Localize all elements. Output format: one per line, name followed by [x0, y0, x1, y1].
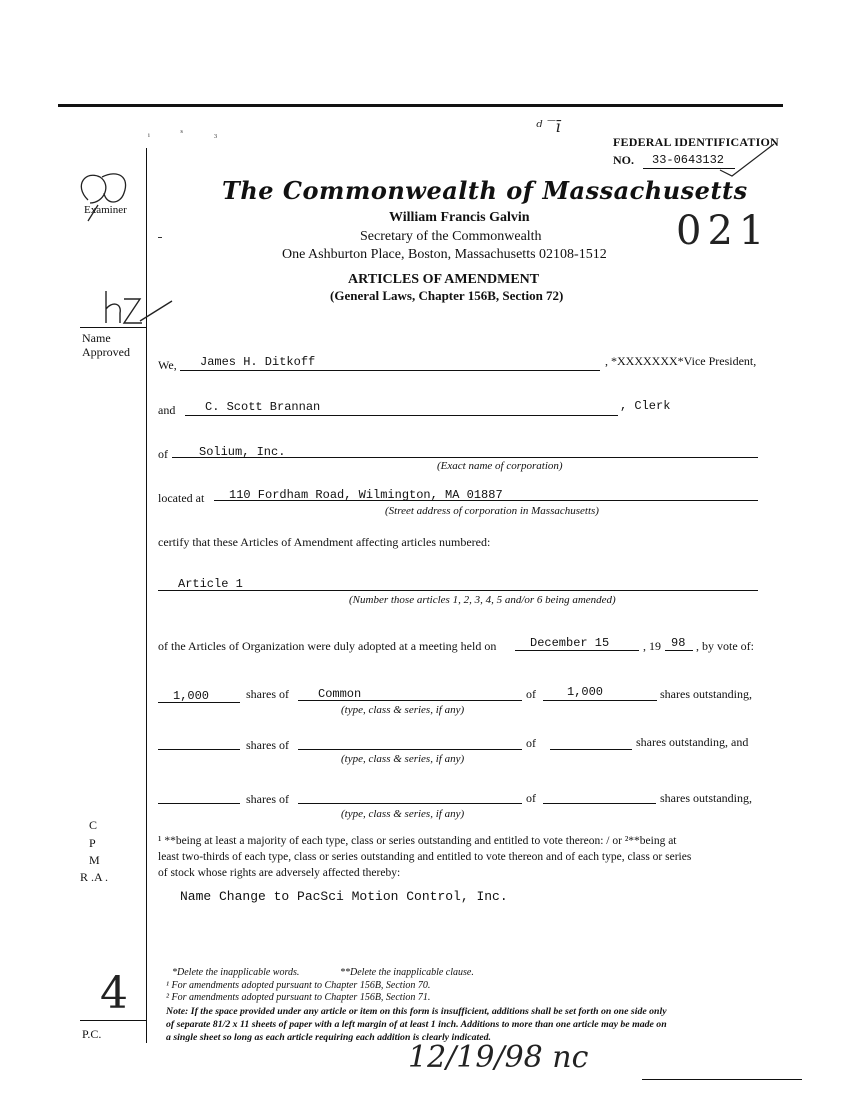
- majority-text-line3: of stock whose rights are adversely affected thereby:: [158, 867, 401, 879]
- by-vote-text: , by vote of:: [696, 639, 754, 653]
- footnote-note-line2: of separate 81/2 x 11 sheets of paper with a left margin of at least 1 inch. Additions to more than one article may be made on: [166, 1019, 667, 1030]
- officer1-title: , *XXXXXXX*Vice President,: [605, 354, 757, 368]
- corporation-name: Solium, Inc.: [199, 445, 286, 459]
- bottom-rule: [642, 1079, 802, 1080]
- document-title: ARTICLES OF AMENDMENT: [348, 272, 540, 287]
- approved-label: Approved: [82, 345, 130, 359]
- stray-marks: ᵢ ˢ ₃: [148, 127, 232, 139]
- secretary-name: William Francis Galvin: [389, 210, 530, 225]
- row2-suffix: shares outstanding, and: [636, 735, 749, 749]
- name-label: Name: [82, 331, 111, 345]
- officer1-name: James H. Ditkoff: [200, 355, 316, 369]
- corporation-line: [172, 457, 758, 458]
- amendment-text: Name Change to PacSci Motion Control, Inc.: [180, 889, 508, 904]
- pc-rule: [80, 1020, 146, 1021]
- fed-id-checkmark: [718, 140, 778, 180]
- articles-numbered: Article 1: [178, 577, 243, 591]
- row1-outstanding: 1,000: [567, 685, 604, 699]
- row1-shares-line: [158, 702, 240, 703]
- corporation-address: 110 Fordham Road, Wilmington, MA 01887: [229, 488, 503, 502]
- officer1-line: [180, 370, 600, 371]
- meeting-date-line: [515, 650, 639, 651]
- margin-letter-ra: R .A .: [80, 870, 109, 884]
- row1-suffix: shares outstanding,: [660, 687, 752, 701]
- pc-number: 4: [100, 968, 128, 1019]
- row1-outstanding-line: [543, 700, 657, 701]
- year-prefix: , 19: [643, 639, 661, 653]
- row2-type-line: [298, 749, 522, 750]
- fed-id-number: 33-0643132: [652, 153, 725, 167]
- secretary-address: One Ashburton Place, Boston, Massachusetts 02108-1512: [282, 247, 607, 262]
- footnote-delete-clause: **Delete the inapplicable clause.: [340, 967, 474, 978]
- row1-type-line: [298, 700, 522, 701]
- fed-id-label: FEDERAL IDENTIFICATION: [613, 135, 779, 149]
- name-approved-mark: [96, 285, 176, 330]
- footnote-section-71: ² For amendments adopted pursuant to Chapter 156B, Section 71.: [166, 992, 431, 1003]
- row1-shares-label: shares of: [246, 687, 289, 701]
- footnote-section-70: ¹ For amendments adopted pursuant to Chapter 156B, Section 70.: [166, 980, 431, 991]
- footnote-note-line3: a single sheet so long as each article requiring each addition is clearly indicated.: [166, 1032, 491, 1043]
- pc-label: P.C.: [82, 1027, 102, 1041]
- margin-line: [146, 148, 147, 1043]
- dash-mark: [158, 237, 162, 238]
- year-line: [665, 650, 693, 651]
- document-subtitle: (General Laws, Chapter 156B, Section 72): [330, 288, 564, 303]
- of-label: of: [158, 447, 168, 461]
- margin-letter-c: C: [89, 818, 98, 832]
- officer2-name: C. Scott Brannan: [205, 400, 321, 414]
- row3-of-label: of: [526, 791, 536, 805]
- handwritten-code: 021: [676, 208, 771, 254]
- address-caption: (Street address of corporation in Massachusetts): [385, 505, 599, 517]
- row1-type: Common: [318, 687, 362, 701]
- row2-of-label: of: [526, 736, 536, 750]
- articles-line: [158, 590, 758, 591]
- majority-text-line1: ¹ **being at least a majority of each type, class or series outstanding and entitled to vote thereon: / or ²**being at: [158, 835, 677, 847]
- footnote-note-line1: Note: If the space provided under any article or item on this form is insufficient, additions shall be set forth on one side only: [166, 1006, 667, 1017]
- officer2-title: , Clerk: [620, 399, 671, 413]
- and-label: and: [158, 403, 176, 417]
- adopted-text: of the Articles of Organization were duly adopted at a meeting held on: [158, 639, 497, 653]
- row3-type-line: [298, 803, 522, 804]
- certify-text: certify that these Articles of Amendment affecting articles numbered:: [158, 535, 491, 549]
- located-label: located at: [158, 491, 205, 505]
- row2-type-caption: (type, class & series, if any): [341, 753, 465, 765]
- meeting-date: December 15: [530, 636, 610, 650]
- we-label: We,: [158, 358, 177, 372]
- row3-outstanding-line: [543, 803, 656, 804]
- row2-outstanding-line: [550, 749, 632, 750]
- row3-type-caption: (type, class & series, if any): [341, 808, 465, 820]
- row3-shares-label: shares of: [246, 792, 289, 806]
- row1-shares: 1,000: [173, 689, 210, 703]
- majority-text-line2: least two-thirds of each type, class or series outstanding and entitled to vote thereon and of each type, class or series: [158, 851, 692, 863]
- officer2-line: [185, 415, 618, 416]
- examiner-label: Examiner: [84, 204, 127, 216]
- address-line: [214, 500, 758, 501]
- row3-shares-line: [158, 803, 240, 804]
- row1-of-label: of: [526, 687, 536, 701]
- name-approved-rule: [80, 327, 146, 328]
- row2-shares-line: [158, 749, 240, 750]
- commonwealth-title: The Commonwealth of Massachusetts: [222, 176, 748, 205]
- secretary-title: Secretary of the Commonwealth: [360, 229, 542, 244]
- corporation-caption: (Exact name of corporation): [437, 460, 563, 472]
- row2-shares-label: shares of: [246, 738, 289, 752]
- footnote-delete-words: *Delete the inapplicable words.: [172, 967, 300, 978]
- fed-id-no-label: NO.: [613, 153, 634, 167]
- row1-type-caption: (type, class & series, if any): [341, 704, 465, 716]
- margin-letter-p: P: [89, 836, 96, 850]
- top-rule: [58, 104, 783, 107]
- top-hand-mark: ᵈ ‾ī: [536, 117, 561, 136]
- row3-suffix: shares outstanding,: [660, 791, 752, 805]
- handwritten-date: 12/19/98 nc: [408, 1040, 589, 1075]
- margin-letter-m: M: [89, 853, 100, 867]
- examiner-initials-mark: [68, 165, 138, 225]
- articles-caption: (Number those articles 1, 2, 3, 4, 5 and/or 6 being amended): [349, 594, 616, 606]
- meeting-year: 98: [671, 636, 686, 650]
